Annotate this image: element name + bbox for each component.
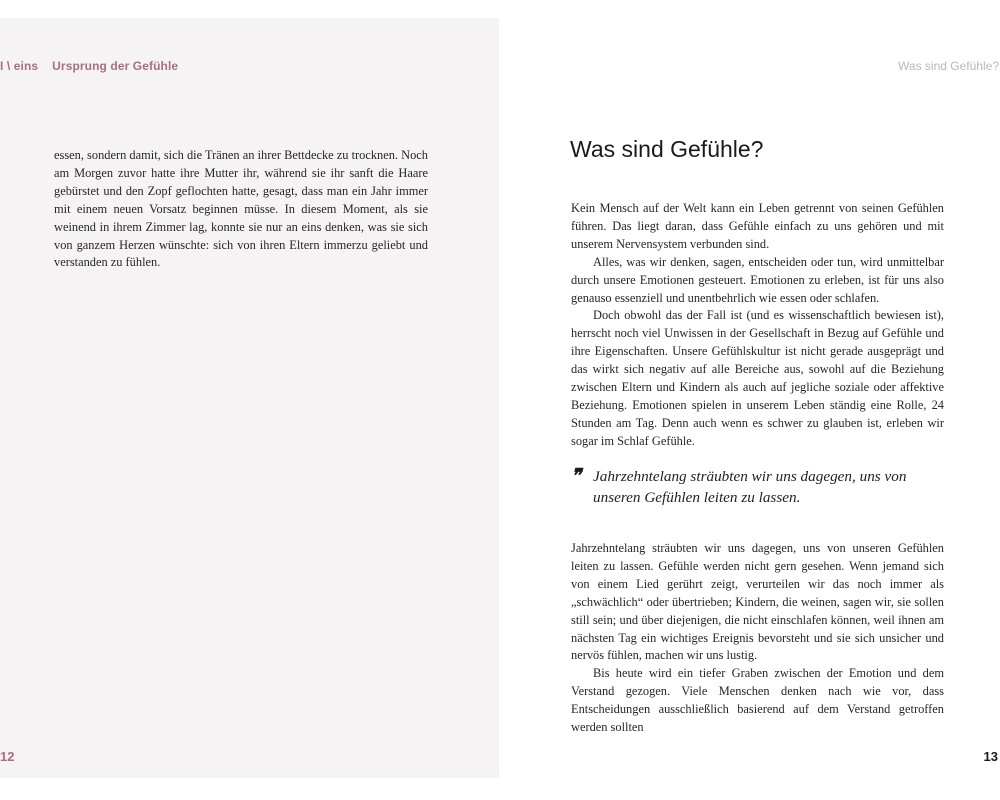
left-page-body <box>54 147 428 272</box>
running-header-left <box>0 59 178 73</box>
quote-mark-icon: ❞ <box>571 466 582 487</box>
section-title: Was sind Gefühle? <box>570 136 764 162</box>
page-number-right: 13 <box>983 749 998 764</box>
running-header-right: Was sind Gefühle? <box>898 59 999 73</box>
paragraph: Kein Mensch auf der Welt kann ein Leben getrennt von seinen Gefühlen führen. Das liegt daran, dass Gefühle einfach zu uns gehören und mit unserem Nervensystem verbunden sind. <box>571 201 944 251</box>
right-body-block-2 <box>571 540 944 737</box>
pull-quote <box>571 466 944 508</box>
paragraph: Jahrzehntelang sträubten wir uns dagegen, uns von unseren Gefühlen leiten zu lassen. Gefühle werden nicht gern gesehen. Wenn jemand sich von einem Lied gerührt zeigt, verurteilen wir das noch immer als „schwächlich“ oder übertrieben; Kindern, die weinen, sagen wir, sie sollen still sein; und über diejenigen, die nicht einschlafen können, weil ihnen am nächsten Tag ein wichtiges Ereignis bevorsteht und sie sich unsicher und nervös fühlen, machen wir uns lustig. <box>571 541 944 663</box>
right-page <box>500 18 1000 778</box>
paragraph: Bis heute wird ein tiefer Graben zwischen der Emotion und dem Verstand gezogen. Viele Menschen denken nach wie vor, dass Entscheidungen ausschließlich basierend auf dem Verstand getroffen werden sollten <box>571 666 944 735</box>
page-number-left: 12 <box>0 749 15 764</box>
chapter-marker: I \ eins <box>0 59 39 73</box>
paragraph: Doch obwohl das der Fall ist (und es wissenschaftlich bewiesen ist), herrscht noch viel Unwissen in der Gesellschaft in Bezug auf Gefühle und ihre Eigenschaften. Unsere Gefühlskultur ist nicht gerade ausgeprägt und das wirkt sich negativ auf alle Bereiche aus, sowohl auf die Beziehung zwischen Eltern und Kindern als auch auf jegliche soziale oder affektive Beziehung. Emotionen spielen in unserem Leben ständig eine Rolle, 24 Stunden am Tag. Denn auch wenn es schwer zu glauben ist, erleben wir sogar im Schlaf Gefühle. <box>571 308 944 448</box>
left-page <box>0 18 499 778</box>
left-paragraph: essen, sondern damit, sich die Tränen an ihrer Bettdecke zu trocknen. Noch am Morgen zuvor hatte ihre Mutter ihr, während sie ihr sanft die Haare gebürstet und den Zopf geflochten hatte, gesagt, dass man ein Jahr immer mit einem neuen Vorsatz beginnen müsse. In diesem Moment, als sie weinend in ihrem Zimmer lag, konnte sie nur an eins denken, was sie sich von ganzem Herzen wünschte: sich von ihren Eltern immerzu geliebt und verstanden zu fühlen. <box>54 148 428 270</box>
right-body-block-1 <box>571 200 944 451</box>
pull-quote-text: Jahrzehntelang sträubten wir uns dagegen, uns von unseren Gefühlen leiten zu lassen. <box>593 468 907 506</box>
paragraph: Alles, was wir denken, sagen, entscheiden oder tun, wird unmittelbar durch unsere Emotionen gesteuert. Emotionen zu erleben, ist für uns also genauso essenziell und unentbehrlich wie essen oder schlafen. <box>571 254 944 305</box>
chapter-title: Ursprung der Gefühle <box>52 59 179 73</box>
